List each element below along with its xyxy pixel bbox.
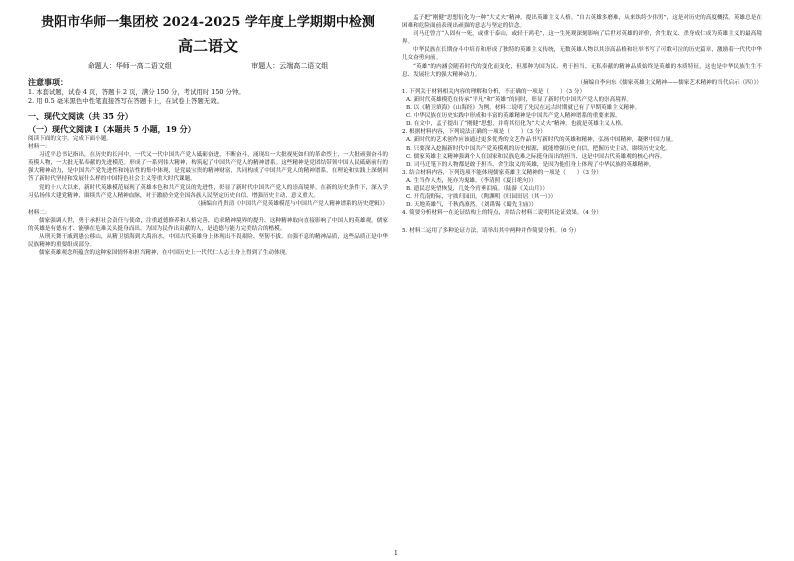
question-option: A. 生当作人杰，死亦为鬼雄。（李清照《夏日绝句》） (406, 177, 537, 184)
material-label: 材料一： (28, 144, 51, 151)
paragraph: 司马迁曾言“人固有一死，或重于泰山，或轻于鸿毛”，这一生死观深刻影响了后世对英雄的评价，舍生取义、杀身成仁成为英雄主义的最高境界。 (402, 31, 762, 46)
paragraph: 习近平总书记指出，在历史的长河中，一代又一代中国共产党人砥砺奋进，不断奋斗，涌现出一大批视死如归的革命烈士，一大批顽强奋斗的英模人物，一大批无私奉献的先进模范。形成了一系列伟大精神，构筑起了中国共产党人的精神谱系。这些精神是党团结带领中国人民砥砺前行的强大精神动力，是中国共产党先进性和纯洁性的集中体现，是党最宝贵的精神财富，共同构成了中国共产党人的精神谱系，在理论和实践上深刻回答了新时代坚持和发展什么样的中国特色社会主义等重大时代课题。 (28, 152, 388, 183)
question-option: A. 新时代英雄模范在传承“平凡”和“英雄”的同时，彰显了新时代中国共产党人的崇高境界。 (406, 96, 633, 103)
question-option: C. 开荒南野际，守拙归园田。（陶渊明《归园田居（其一）》） (406, 194, 557, 201)
question-option: D. 在文中，孟子提出了“刚健”思想，并将其衍化为“大丈夫”精神，也就是英雄主义人格。 (406, 121, 627, 128)
subsection-heading: （一）现代文阅读 I（本题共 5 小题，19 分） (28, 124, 196, 134)
exam-title: 贵阳市华师一集团校 2024-2025 学年度上学期期中检测 (41, 15, 375, 30)
question-option: B. 以《精卫填海》《山海经》为例，材料二说明了先民在远古时期就已有了早期英雄主义精神。 (406, 105, 641, 112)
author-line (48, 61, 368, 71)
note-item: 2. 用 0.5 毫米黑色中性笔直接答写在答题卡上，在试卷上答题无效。 (28, 97, 223, 105)
page-number: 1 (394, 550, 398, 557)
question-option: B. 遗民忍死望恢复，几处今宵垂泪痕。（陆游《关山月》） (406, 185, 548, 192)
paragraph: “英雄”的内涵会随着时代的变化而变化，但那种为国为民、勇于担当、无私奉献的精神品质始终是英雄的本质特征，这也是中华民族生生不息、发展壮大的强大精神动力。 (402, 63, 762, 78)
exam-subtitle: 高二语文 (177, 37, 238, 55)
paragraph: 从刑天舞干戚到愚公移山，从精卫填海到大禹治水，中国古代英雄身上体现出不畏艰险、坚韧不拔、自强不息的精神品质，这些品质正是中华民族精神的重要组成部分。 (28, 234, 388, 249)
section-heading: 一、现代文阅读（共 35 分） (28, 111, 133, 121)
question-option: D. 天地英雄气，千秋尚凛然。（刘禹锡《蜀先主庙》） (406, 202, 537, 209)
notes-heading: 注意事项： (28, 77, 68, 87)
paragraph: 中华民族在长期奋斗中培育和形成了独特的英雄主义传统，无数英雄人物以其崇高品格和壮举书写了可歌可泣的历史篇章，激励着一代代中华儿女奋勇向前。 (402, 47, 762, 62)
left-column (28, 14, 388, 257)
question-option: C. 中华民族在历史实践中形成和丰富的英雄精神是中国共产党人精神谱系的重要来源。 (406, 113, 621, 120)
note-item: 1. 本套试题，试卷 4 页，答题卡 2 页，满分 150 分，考试用时 150 分钟。 (28, 88, 245, 96)
question-option: A. 新时代的艺术创作应该通过更多优秀的文艺作品书写新时代的英雄和精神，弘扬中国精神，凝聚中国力量。 (406, 137, 677, 144)
question-stem: 3. 结合材料内容，下列选项不能体现儒家英雄主义精神的一项是（ ）（3 分） (402, 169, 602, 176)
paragraph: 孟子把“刚健”思想衍化为一种“大丈夫”精神，提出英雄主义人格。“自古英雄多磨难，从来纨绔少伟男”，这是对历史的高度概括。英雄总是在困难和危险面前表现出顽强的意志与坚定的信念。 (402, 15, 762, 30)
question-stem: 1. 下列关于材料相关内容的理解和分析，不正确的一项是（ ）（3 分） (402, 88, 586, 95)
citation: （摘编自肖贵清《中国共产党英雄模范与中国共产党人精神谱系的历史逻辑》） (195, 200, 388, 207)
question-option: C. 儒家英雄主义精神强调个人在国家和民族危难之际挺身而出的担当，这是中国古代英雄观的核心内容。 (406, 153, 666, 160)
right-column (402, 14, 762, 235)
paragraph: 儒家英雄观念所蕴含的这种家国情怀和担当精神，在中国历史上一代代仁人志士身上得到了生动体现。 (39, 250, 291, 257)
question-stem: 4. 简要分析材料一在论证结构上的特点，并结合材料二说明其论证效果。（4 分） (402, 210, 602, 217)
material-label: 材料二： (28, 209, 51, 216)
author-right: 审题人：云端高二语文组 (251, 62, 329, 70)
question-option: D. 司马迁笔下的人物都是敢于担当、舍生取义的英雄，是因为他们身上体现了中华民族的英雄精神。 (406, 161, 655, 168)
question-stem: 2. 根据材料内容，下列说法正确的一项是（ ）（3 分） (402, 129, 546, 136)
paragraph: 党的十八大以来，新时代英雄模范展现了英雄本色和共产党员的先进性，彰显了新时代中国共产党人的崇高境界。在新的历史条件下，深入学习弘扬伟大建党精神，赓续共产党人精神血脉，对于激励全党全国各族人民坚定历史自信、增强历史主动，意义重大。 (28, 184, 388, 199)
instruction-text: 阅读下面的文字，完成下面小题。 (28, 136, 112, 142)
author-left: 命题人：华师一高二语文组 (87, 62, 172, 70)
citation: （摘编自李向东《儒家英雄主义精神——儒家艺术精神的当代启示（四）》） (577, 79, 762, 86)
question-stem: 5. 材料二运用了多种论证方法，请举出其中两种并作简要分析。（6 分） (402, 228, 580, 235)
paragraph: 儒家强调人世，勇于承担社会责任与使命，注重道德修养和人格完善，追求精神境界的提升，这种精神取向直接影响了中国人的英雄观。儒家的英雄是有德有才、能够在危难关头挺身而出、为国为民作出贡献的人，是道德与能力完美结合的楷模。 (28, 217, 388, 233)
question-option: B. 只要深入挖掘新时代中国共产党英模观的历史根源，就能增强历史自信，把握历史主动，赓续历史文化。 (406, 145, 671, 152)
